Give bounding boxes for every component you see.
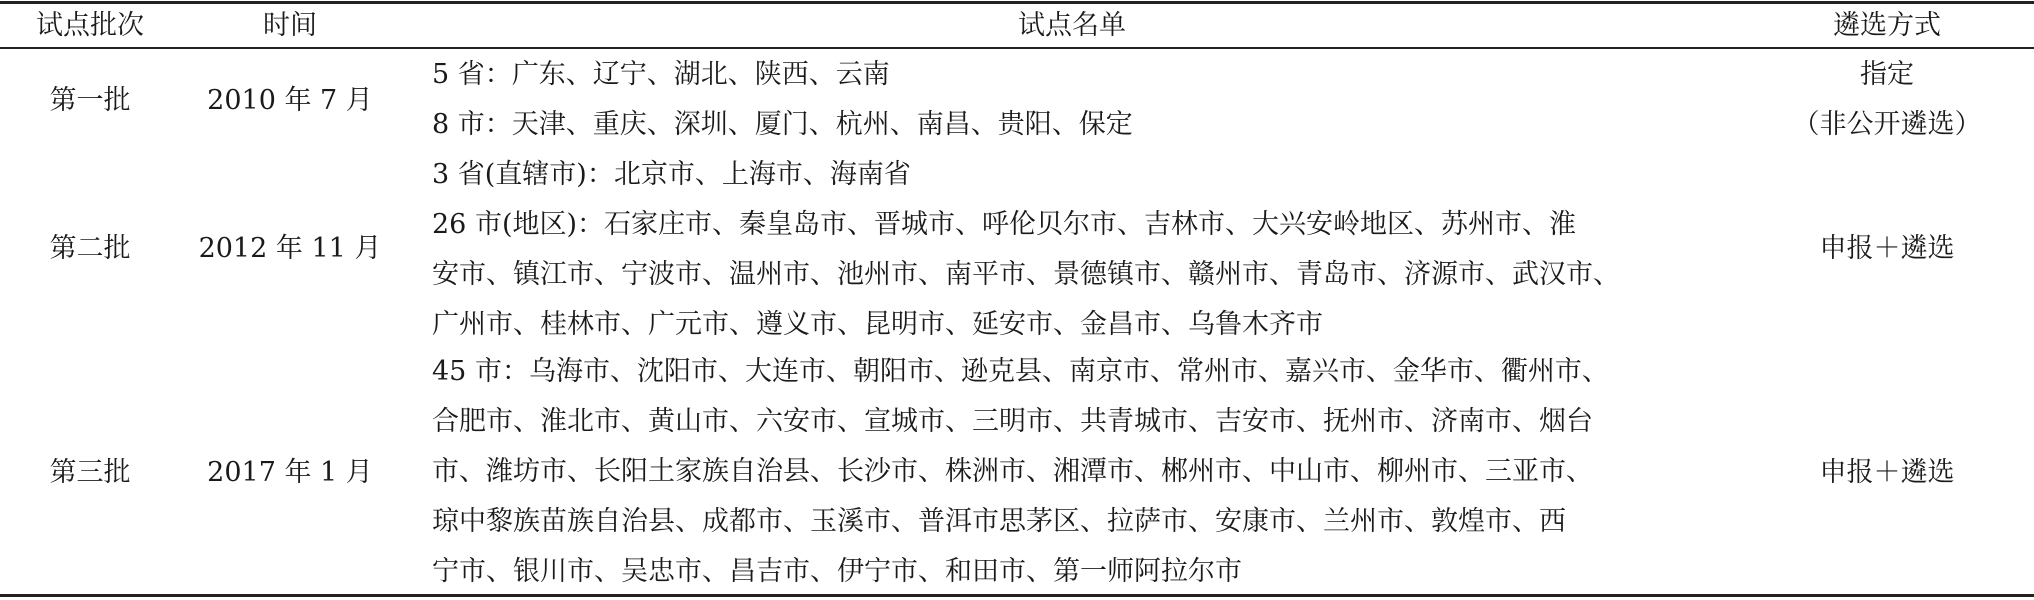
list-line: 26 市(地区)：石家庄市、秦皇岛市、晋城市、呼伦贝尔市、吉林市、大兴安岭地区、苏州市、淮: [432, 209, 1577, 240]
row-time: 2017 年 1 月: [207, 457, 373, 488]
list-line: 安市、镇江市、宁波市、温州市、池州市、南平市、景德镇市、赣州市、青岛市、济源市、武汉市、: [432, 259, 1620, 290]
row-list: [432, 347, 1712, 597]
list-line: 8 市：天津、重庆、深圳、厦门、杭州、南昌、贵阳、保定: [432, 109, 1133, 140]
header-method: 遴选方式: [1833, 10, 1941, 41]
header-list: 试点名单: [1018, 10, 1126, 41]
header-batch: 试点批次: [36, 10, 144, 41]
row-method: [1740, 224, 2034, 274]
header-time: 时间: [263, 10, 317, 41]
method-line: 申报＋遴选: [1819, 457, 1955, 488]
row-list: [432, 150, 1712, 350]
row-batch: 第三批: [49, 457, 131, 488]
list-line: 45 市：乌海市、沈阳市、大连市、朝阳市、逊克县、南京市、常州市、嘉兴市、金华市、衢州市、: [432, 356, 1609, 387]
method-line: 指定: [1860, 59, 1914, 90]
row-batch: 第二批: [49, 233, 131, 264]
list-line: 3 省(直辖市)：北京市、上海市、海南省: [432, 159, 911, 190]
row-list: [432, 50, 1712, 150]
list-line: 合肥市、淮北市、黄山市、六安市、宣城市、三明市、共青城市、吉安市、抚州市、济南市、烟台: [432, 406, 1593, 437]
list-line: 市、潍坊市、长阳土家族自治县、长沙市、株洲市、湘潭市、郴州市、中山市、柳州市、三亚市、: [432, 456, 1593, 487]
table-bottom-rule: [0, 594, 2034, 597]
row-batch: 第一批: [49, 85, 131, 116]
table-header-rule: [0, 47, 2034, 49]
method-line: 申报＋遴选: [1819, 233, 1955, 264]
list-line: 宁市、银川市、吴忠市、昌吉市、伊宁市、和田市、第一师阿拉尔市: [432, 556, 1242, 587]
list-line: 琼中黎族苗族自治县、成都市、玉溪市、普洱市思茅区、拉萨市、安康市、兰州市、敦煌市、西: [432, 506, 1566, 537]
row-time: 2010 年 7 月: [207, 85, 373, 116]
list-line: 5 省：广东、辽宁、湖北、陕西、云南: [432, 59, 890, 90]
row-method: [1740, 50, 2034, 150]
method-line: （非公开遴选）: [1792, 109, 1982, 140]
table-top-rule: [0, 1, 2034, 4]
row-time: 2012 年 11 月: [198, 233, 382, 264]
list-line: 广州市、桂林市、广元市、遵义市、昆明市、延安市、金昌市、乌鲁木齐市: [432, 309, 1323, 340]
row-method: [1740, 448, 2034, 498]
